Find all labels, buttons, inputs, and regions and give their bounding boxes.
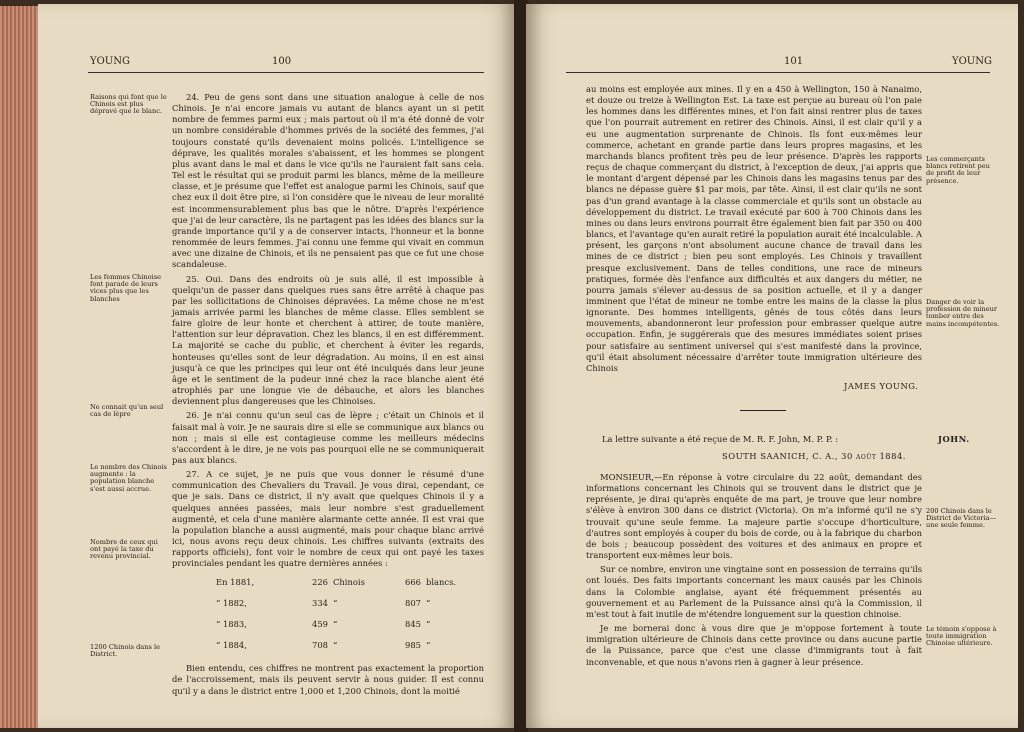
- table-cell: 708: [312, 640, 328, 651]
- paragraph: 25. Oui. Dans des endroits où je suis allé, il est impossible à quelqu'un de passer dans quelques rues sans être arrêté à chaque pas par les sollicitations de Chinoises dépravées. La même chose ne m'est jamais arrivée parmi les blanches de même classe. Elles semblent se faire gloire de leur honte et cherchent à attirer, de toute manière, l'attention sur leur dépravation. Chez les blancs, il en est différemment. La majorité se cache du public, et cherchent à éviter les regards, honteuses qu'elles sont de leur dégradation. Au moins, il en est ainsi jusqu'à ce que les principes qui leur ont été inculqués dans leur jeune âge et le sentiment de la pudeur inné chez la race blanche aient été atrophiés par une longue vie de débauche, et alors les blanches deviennent plus dangereuses que les Chinoises.: [172, 273, 484, 407]
- page-edges: [0, 6, 42, 728]
- sidenote: Raisons qui font que le Chinois est plus dépravé que le blanc.: [90, 93, 167, 116]
- left-body-text: [172, 92, 484, 700]
- table-cell: “ 1883,: [216, 618, 247, 629]
- letter-body: [586, 472, 922, 671]
- right-page: [526, 4, 1018, 728]
- paragraph: 27. A ce sujet, je ne puis que vous donner le résumé d'une communication des Chevaliers du Travail. Je vous dirai, cependant, ce que je sais. Dans ce district, il n'y avait que quelques Chinois il y a quelques années passées, mais leur nombre s'est graduellement augmenté, et cela d'une manière alarmante cette année. Il est vrai que la population blanche a aussi augmenté, mais pour chaque blanc arrivé ici, nous avons reçu deux chinois. Les chiffres suivants (extraits des rapports officiels), font voir le nombre de ceux qui ont payé les taxes provinciales pendant les quatre dernières années :: [172, 469, 484, 569]
- table-cell: 459: [312, 618, 328, 629]
- table-cell: 666: [405, 576, 421, 587]
- sidenote: Ne connait qu'un seul cas de lèpre: [90, 403, 164, 419]
- sidenote: Le nombre des Chinois augmente : la population blanche s'est aussi accrue.: [90, 463, 167, 493]
- right-body-text: [586, 84, 922, 377]
- page-number-left: 100: [272, 56, 292, 67]
- sidenote: Les femmes Chinoise font parade de leurs vices plus que les blanches: [90, 273, 162, 303]
- table-cell: “: [426, 640, 431, 651]
- table-cell: 334: [312, 597, 328, 608]
- header-rule-right: [566, 72, 990, 73]
- page-number-right: 101: [784, 56, 804, 67]
- table-cell: Chinois: [333, 576, 365, 587]
- table-row: [216, 615, 456, 636]
- header-rule-left: [88, 72, 484, 73]
- signature: JAMES YOUNG.: [844, 381, 919, 391]
- speaker-label: JOHN.: [938, 434, 970, 444]
- table-cell: “: [333, 640, 338, 651]
- table-cell: 845: [405, 618, 421, 629]
- table-cell: “: [333, 597, 338, 608]
- table-row: [216, 636, 456, 657]
- table-row: [216, 594, 456, 615]
- table-cell: En 1881,: [216, 576, 255, 587]
- paragraph: Je me bornerai donc à vous dire que je m'oppose fortement à toute immigration ultérieure de Chinois dans cette province ou dans aucune partie de la Puissance, parce que c'est une classe d'immigrants tout à fait inconvenable, et que nous n'avons rien à gagner à leur présence.: [586, 623, 922, 667]
- running-head-right: YOUNG: [952, 56, 992, 67]
- sidenote: Danger de voir la profession de mineur tomber entre des mains incompétentes.: [926, 298, 1000, 328]
- table-cell: 807: [405, 597, 421, 608]
- letter-intro: La lettre suivante a été reçue de M. R. F. John, M. P. P. :: [602, 434, 839, 444]
- left-page: [38, 4, 516, 728]
- paragraph: MONSIEUR,—En réponse à votre circulaire du 22 août, demandant des informations concernant les Chinois qui se trouvent dans le district que je représente, je dirai qu'après enquête de ma part, je trouve que leur nombre s'élève à environ 300 dans ce district (Victoria). On m'a informé qu'il ne s'y trouvait qu'une seule femme. La majeure partie s'occupe d'horticulture, d'autres sont employés à couper du bois de corde, ou à la fabrique du charbon de bois ; beaucoup possèdent des voitures et des animaux en propre et transportent eux-mêmes leur bois.: [586, 472, 922, 561]
- tax-table: [216, 573, 456, 658]
- sidenote: Nombre de ceux qui ont payé la taxe du revenu provincial.: [90, 538, 158, 561]
- table-cell: “: [426, 618, 431, 629]
- table-cell: “: [333, 618, 338, 629]
- table-cell: 226: [312, 576, 328, 587]
- sidenote: 1200 Chinois dans le District.: [90, 643, 160, 659]
- table-cell: “ 1882,: [216, 597, 247, 608]
- paragraph: Sur ce nombre, environ une vingtaine sont en possession de terrains qu'ils ont loués. Des faits importants concernant les maux causés par les Chinois dans la Colombie anglaise, ayant été fréquemment présentés au gouvernement et au Parlement de la Puissance ainsi qu'à la Commission, il m'est tout à fait inutile de m'étendre longuement sur la question chinoise.: [586, 564, 922, 619]
- paragraph: Bien entendu, ces chiffres ne montrent pas exactement la proportion de l'accroissement, mais ils peuvent servir à nous guider. Il est connu qu'il y a dans le district entre 1,000 et 1,200 Chinois, dont la moitié: [172, 663, 484, 696]
- table-cell: blancs.: [426, 576, 457, 587]
- table-row: [216, 573, 456, 594]
- paragraph: 24. Peu de gens sont dans une situation analogue à celle de nos Chinois. Je n'ai encore jamais vu autant de blancs ayant un si petit nombre de femmes parmi eux ; mais partout où il m'a été donné de voir un nombre considérable d'hommes privés de la société des femmes, j'ai toujours constaté qu'ils devenaient moins policés. L'intelligence se déprave, les qualités morales s'abaissent, et les hommes se plongent plus avant dans le mal et dans le vice qu'ils ne l'auraient fait sans cela. Tel est le résultat qui se produit parmi les blancs, même de la meilleure classe, et je présume que l'effet est analogue parmi les Chinois, sauf que chez eux il doit être pire, si l'on considère que le niveau de leur moralité est incommensurablement plus bas que le nôtre. D'après l'expérience que j'ai de leur caractère, ils ne partagent pas les idées des blancs sur la grande importance qu'il y a de conserver intacts, l'honneur et la bonne renommée de leurs femmes. J'ai connu une femme qui vivait en commun avec une dizaine de Chinois, et ils ne pensaient pas que ce fut une chose scandaleuse.: [172, 92, 484, 270]
- running-head-left: YOUNG: [90, 56, 130, 67]
- section-divider: [740, 410, 786, 411]
- paragraph: au moins est employée aux mines. Il y en a 450 à Wellington, 150 à Nanaimo, et douze ou treize à Wellington Est. La taxe est perçue au bureau où l'on paie les hommes dans les différentes mines, et l'on fait ainsi rentrer plus de taxes que l'on pourrait autrement en retirer des Chinois. Ainsi, il est clair qu'il y a eu une augmentation surprenante de Chinois. Ils font eux-mêmes leur commerce, achetant en grande partie dans leurs propres magasins, et les marchands blancs profitent très peu de leur présence. D'après les rapports reçus de chaque commerçant du district, à l'exception de deux, j'ai appris que le montant d'argent dépensé par les Chinois dans les magasins tenus par des blancs ne dépasse guère $1 par mois, par tête. Ainsi, il est clair qu'ils ne sont pas d'un grand avantage à la classe commerciale et qu'ils sont un obstacle au développement du district. Le travail exécuté par 600 à 700 Chinois dans les mines ou dans leurs environs pourrait être également bien fait par 350 ou 400 blancs, et l'avantage qu'en aurait retiré la population aurait été incalculable. A présent, les garçons n'ont absolument aucune chance de travail dans les mines de ce district ; bien peu sont employés. Les Chinois y travaillent presque exclusivement. Dans de telles conditions, une race de mineurs pratiques, formée dès l'enfance aux difficultés et aux dangers du métier, ne pourra jamais s'élever au-dessus de sa position actuelle, et il y a danger imminent que l'état de mineur ne tombe entre les mains de la classe la plus ignorante. Des hommes intelligents, gênés de tous côtés dans leurs mouvements, abandonneront leur profession pour embrasser quelque autre occupation. Enfin, je suggérerais que des mesures immédiates soient prises pour satisfaire au sentiment universel qui s'est manifesté dans la province, qu'il était absolument nécessaire d'arrêter toute immigration ultérieure des Chinois: [586, 84, 922, 373]
- table-cell: “: [426, 597, 431, 608]
- paragraph: 26. Je n'ai connu qu'un seul cas de lèpre ; c'était un Chinois et il faisait mal à voir. Je ne saurais dire si elle se communique aux blancs ou non ; mais si elle est contagieuse comme les meilleurs médecins s'accordent à le dire, je ne vois pas pourquoi elle ne se communiquerait pas aux blancs.: [172, 410, 484, 465]
- sidenote: 200 Chinois dans le District de Victoria—une seule femme.: [926, 507, 997, 530]
- table-cell: 985: [405, 640, 421, 651]
- letter-place-date: SOUTH SAANICH, C. A., 30 août 1884.: [722, 451, 906, 461]
- sidenote: Les commerçants blancs retirent peu de profit de leur présence.: [926, 155, 990, 185]
- table-cell: “ 1884,: [216, 640, 247, 651]
- sidenote: Le témoin s'oppose à toute immigration Chinoise ultérieure.: [926, 625, 997, 648]
